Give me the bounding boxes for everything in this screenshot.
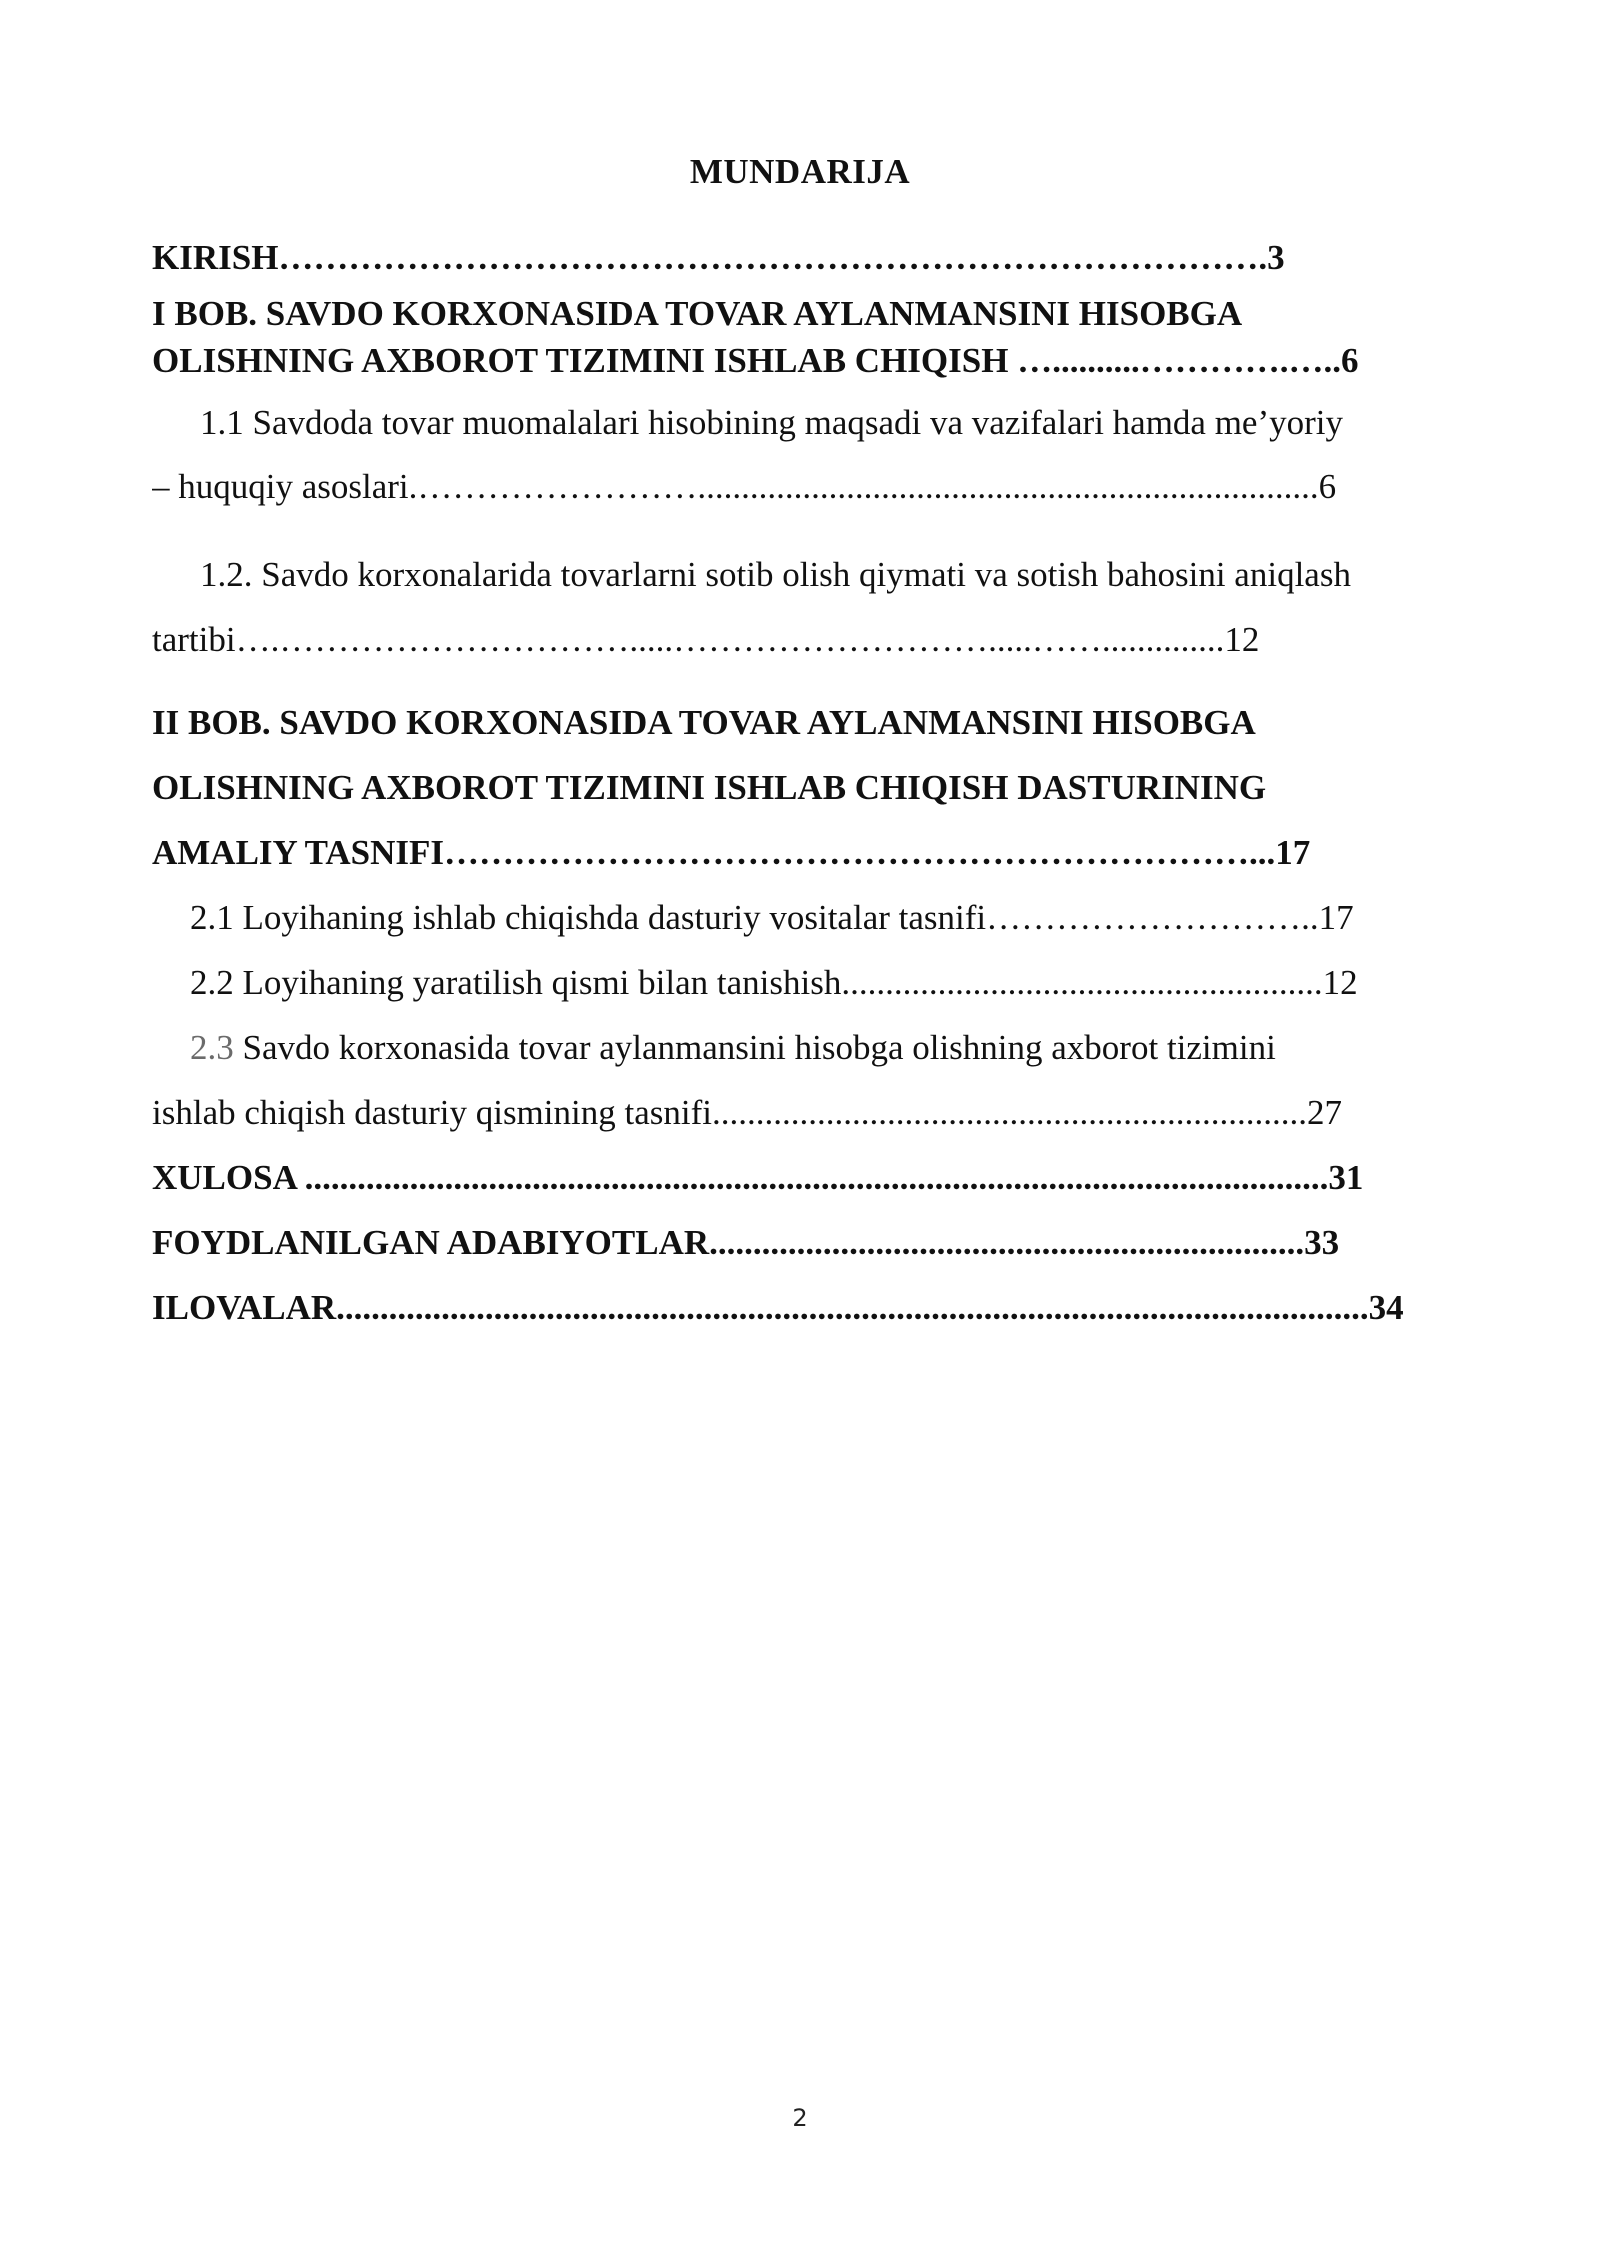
toc-entry-ilovalar: ILOVALAR......................................................................................................................34 <box>152 1288 1404 1327</box>
toc-entry-bob1-line2: OLISHNING AXBOROT TIZIMINI ISHLAB CHIQISH …..........………….…..6 <box>152 341 1359 380</box>
toc-entry-bob2-line2: OLISHNING AXBOROT TIZIMINI ISHLAB CHIQISH DASTURINING <box>152 768 1267 807</box>
page-number: 2 <box>792 2104 808 2132</box>
toc-entry-2-3-line2: ishlab chiqish dasturiy qismining tasnifi....................................................................27 <box>152 1093 1342 1132</box>
toc-title: MUNDARIJA <box>689 152 911 191</box>
toc-entry-1-1-line1: 1.1 Savdoda tovar muomalalari hisobining maqsadi va vazifalari hamda me’yoriy <box>200 403 1344 442</box>
toc-entry-1-2-line2: tartibi….………………………….....……………………….....……..............12 <box>152 620 1260 659</box>
toc-entry-kirish: KIRISH………………………………………………………………………….3 <box>152 238 1285 277</box>
toc-entry-2-1: 2.1 Loyihaning ishlab chiqishda dasturiy vositalar tasnifi………………………..17 <box>190 898 1354 937</box>
toc-entry-foydalanilgan-adabiyotlar: FOYDLANILGAN ADABIYOTLAR....................................................................33 <box>152 1223 1340 1262</box>
toc-entry-1-2-line1: 1.2. Savdo korxonalarida tovarlarni sotib olish qiymati va sotish bahosini aniqlash <box>200 555 1351 594</box>
toc-entry-xulosa: XULOSA .....................................................................................................................31 <box>152 1158 1364 1197</box>
toc-entry-2-3-line1 <box>190 1026 1452 1070</box>
toc-entry-bob2-line1: II BOB. SAVDO KORXONASIDA TOVAR AYLANMANSINI HISOBGA <box>152 703 1256 742</box>
toc-entry-2-3-number: 2.3 <box>190 1028 234 1067</box>
toc-entry-bob2-line3: AMALIY TASNIFI……………………………………………………………...17 <box>152 833 1311 872</box>
toc-entry-1-1-line2: – huquqiy asoslari.…………………….......................................................................6 <box>152 467 1337 506</box>
toc-entry-2-3-text: Savdo korxonasida tovar aylanmansini hisobga olishning axborot tizimini <box>233 1028 1276 1067</box>
toc-entry-2-2: 2.2 Loyihaning yaratilish qismi bilan tanishish.......................................................12 <box>190 963 1358 1002</box>
toc-entry-bob1-line1: I BOB. SAVDO KORXONASIDA TOVAR AYLANMANSINI HISOBGA <box>152 294 1243 333</box>
